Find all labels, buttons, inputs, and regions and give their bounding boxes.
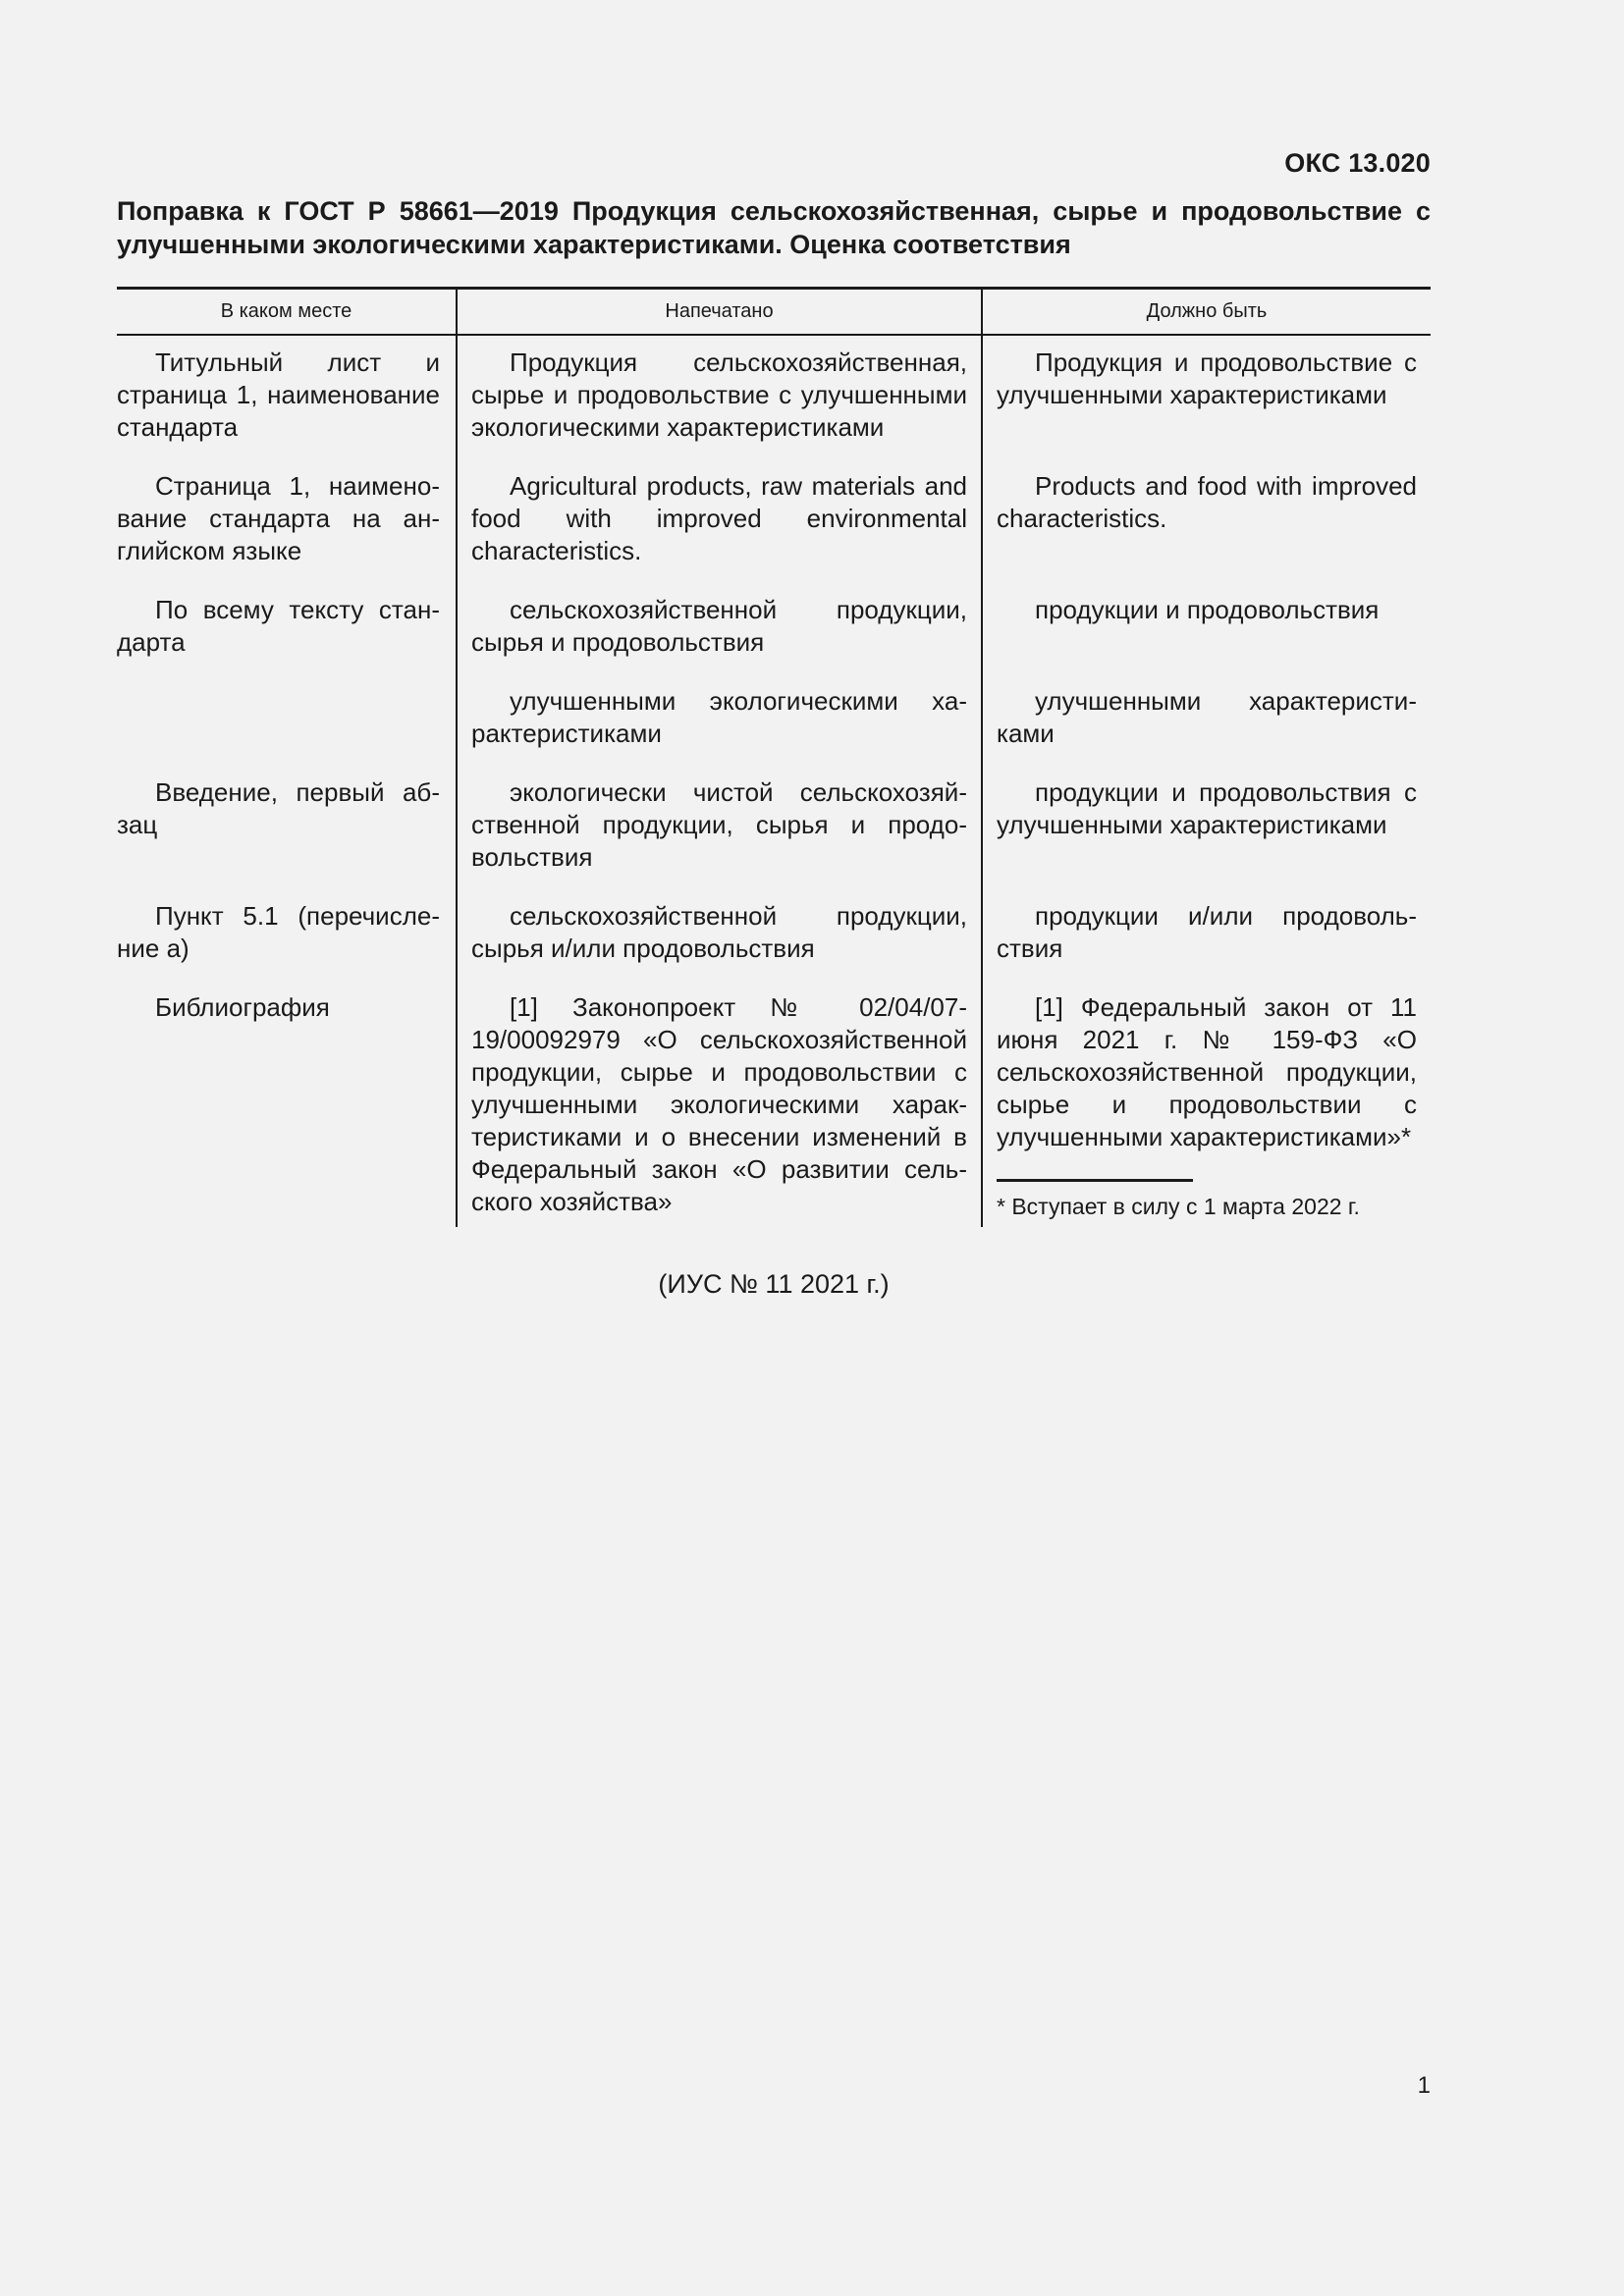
cell-place: Страница 1, наименование стандарта на английском языке: [117, 471, 440, 565]
footnote: * Вступает в силу с 1 марта 2022 г.: [997, 1194, 1360, 1219]
cell-place: Введение, первый абзац: [117, 777, 440, 839]
cell-printed: экологически чистой сельскохозяйственной продукции, сырья и продовольствия: [457, 767, 982, 890]
document-page: [117, 0, 1431, 2296]
table-row: [117, 584, 1431, 675]
cell-should-be: продукции и продовольствия: [1035, 595, 1380, 624]
cell-should-be: продукции и/или продовольствия: [997, 901, 1417, 963]
cell-printed: сельскохозяйственной продукции, сырья и продовольствия: [457, 584, 982, 675]
table-row: [117, 982, 1431, 1227]
cell-place: Титульный лист и страница 1, наименование стандарта: [117, 347, 440, 442]
cell-should-be: [982, 982, 1431, 1227]
table-row: [117, 460, 1431, 584]
footnote-divider: [997, 1179, 1193, 1182]
ius-reference: (ИУС № 11 2021 г.): [658, 1269, 890, 1299]
cell-should-be: Products and food with improved characteristics.: [997, 471, 1417, 533]
cell-printed: Продукция сельскохозяйственная, сырье и продовольствие с улучшенными экологическими характеристиками: [457, 335, 982, 460]
should-be-text: [1] Федеральный закон от 11 июня 2021 г. № 159-ФЗ «О сельскохозяйственной продукции, сырье и продовольствии с улучшенными характеристиками»*: [997, 992, 1417, 1151]
table-row: [117, 767, 1431, 890]
amendment-table: [117, 287, 1431, 1227]
cell-place: Библиография: [155, 992, 330, 1022]
table-row: [117, 890, 1431, 982]
amendment-title: Поправка к ГОСТ Р 58661—2019 Продукция сельскохозяйственная, сырье и продовольствие с улучшенными экологическими характеристиками. Оценка соответствия: [117, 196, 1431, 259]
cell-place: [117, 675, 457, 767]
table-header-row: [117, 289, 1431, 336]
cell-printed: [1] Законопроект № 02/04/07-19/00092979 «О сельскохозяйственной продукции, сырье и продовольствии с улучшенными экологическими характеристиками и о внесении изменений в Федеральный закон «О развитии сельского хозяйства»: [457, 982, 982, 1227]
classification-code: ОКС 13.020: [1284, 148, 1431, 178]
cell-should-be: Продукция и продовольствие с улучшенными характеристиками: [997, 347, 1417, 409]
table-row: [117, 335, 1431, 460]
cell-should-be: улучшенными характеристиками: [997, 686, 1417, 748]
cell-printed: Agricultural products, raw materials and food with improved environmental characteristics.: [457, 460, 982, 584]
cell-place: По всему тексту стандарта: [117, 595, 440, 657]
cell-place: Пункт 5.1 (перечисление а): [117, 901, 440, 963]
header-place: В каком месте: [117, 289, 457, 336]
cell-should-be: продукции и продовольствия с улучшенными характеристиками: [997, 777, 1417, 839]
cell-printed: сельскохозяйственной продукции, сырья и/или продовольствия: [457, 890, 982, 982]
page-number: 1: [1417, 2072, 1431, 2099]
header-printed: Напечатано: [457, 289, 982, 336]
table-row: [117, 675, 1431, 767]
header-should-be: Должно быть: [982, 289, 1431, 336]
cell-printed: улучшенными экологическими характеристиками: [457, 675, 982, 767]
